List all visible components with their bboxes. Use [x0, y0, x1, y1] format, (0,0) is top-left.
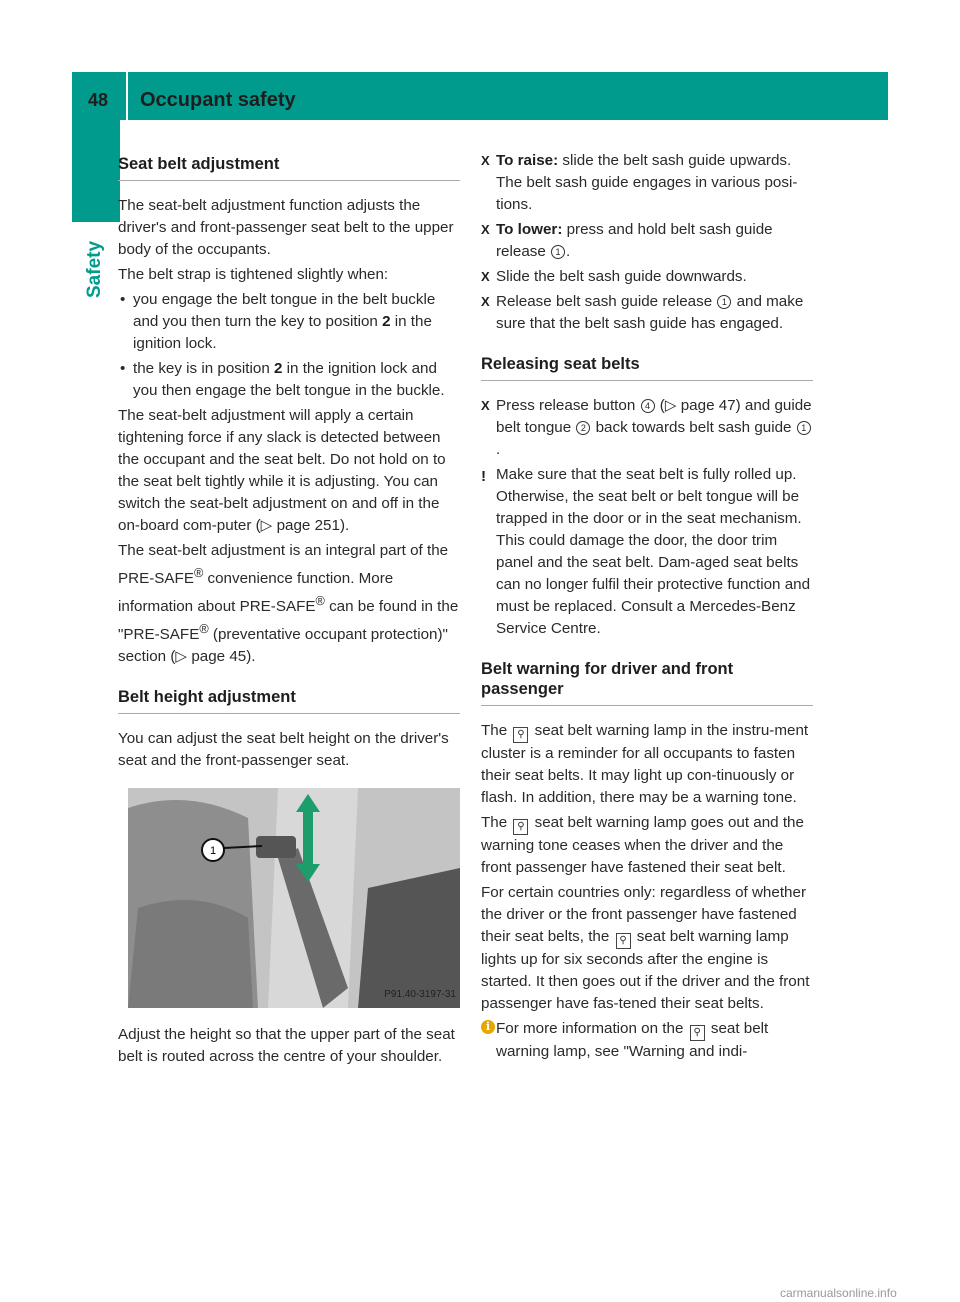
paragraph: The ⚲ seat belt warning lamp in the instru-ment cluster is a reminder for all occupants to fasten their seat belts. It may light up con-tinuously or flash. In addition, there may be a warning tone. [481, 722, 809, 806]
page-number: 48 [88, 90, 109, 110]
paragraph: You can adjust the seat belt height on the driver's seat and the front-passenger seat. [118, 730, 449, 770]
figure-code: P91.40-3197-31 [384, 989, 456, 1001]
paragraph: The belt strap is tightened slightly when: [118, 266, 389, 283]
callout-1-icon: 1 [551, 245, 565, 259]
seatbelt-warning-icon: ⚲ [513, 819, 528, 835]
seatbelt-warning-icon: ⚲ [690, 1025, 705, 1041]
seatbelt-warning-icon: ⚲ [616, 933, 631, 949]
step-icon: X [481, 398, 490, 413]
step-icon: X [481, 294, 490, 309]
callout-2-icon: 2 [576, 421, 590, 435]
step: X Press release button 4 (▷ page 47) and guide belt tongue 2 back towards belt sash guide 1. [481, 397, 812, 458]
paragraph: For certain countries only: regardless of whether the driver or the front passenger have fastened their seat belts, the ⚲ seat belt warning lamp lights up for six seconds after the engine is started. It then goes out if the driver and the front passenger have fas-tened their seat belts. [481, 884, 810, 1012]
info-note: i For more information on the ⚲ seat belt warning lamp, see "Warning and indi- [481, 1018, 813, 1063]
heading-belt-height-adjustment: Belt height adjustment [118, 683, 460, 714]
page-ref-arrow-icon: ▷ [260, 517, 273, 534]
figure-callout: 1 [209, 845, 217, 858]
belt-height-illustration [128, 788, 460, 1008]
bullet-icon: • [120, 360, 126, 377]
side-tab-label: Safety [84, 240, 105, 298]
page-title: Occupant safety [140, 89, 296, 111]
page-ref-arrow-icon: ▷ [664, 397, 677, 414]
seatbelt-warning-icon: ⚲ [513, 727, 528, 743]
step: X To raise: slide the belt sash guide upwards. The belt sash guide engages in various posi-tions. [481, 152, 798, 213]
list-item: • you engage the belt tongue in the belt buckle and you then turn the key to position 2 in the ignition lock. [120, 291, 436, 352]
step-icon: X [481, 269, 490, 284]
right-column [481, 150, 813, 1066]
warning-note: ! Make sure that the seat belt is fully rolled up. Otherwise, the seat belt or belt tongue will be trapped in the door or in the seat mechanism. This could damage the door, the door trim panel and the seat belt. Dam-aged seat belts can no longer fulfil their protective function and must be replaced. Consult a Mercedes-Benz Service Centre. [481, 466, 811, 637]
watermark: carmanualsonline.info [780, 1286, 897, 1300]
side-tab [84, 238, 112, 298]
paragraph: Adjust the height so that the upper part of the seat belt is routed across the centre of your shoulder. [118, 1026, 455, 1066]
warning-icon: ! [481, 468, 487, 485]
callout-1-icon: 1 [717, 295, 731, 309]
step: X Release belt sash guide release 1 and make sure that the belt sash guide has engaged. [481, 293, 804, 332]
paragraph: The seat-belt adjustment is an integral part of the PRE-SAFE® convenience function. More information about PRE-SAFE® can be found in the "PRE-SAFE® (preventative occupant protection)" section (▷ page 45). [118, 542, 459, 666]
page-ref-arrow-icon: ▷ [175, 648, 188, 666]
step: X Slide the belt sash guide downwards. [481, 266, 813, 288]
list-item: • the key is in position 2 in the ignition lock and you then engage the belt tongue in the buckle. [120, 360, 445, 399]
side-tab-block [72, 120, 120, 222]
heading-releasing-seat-belts: Releasing seat belts [481, 350, 813, 381]
paragraph: The seat-belt adjustment function adjusts the driver's and front-passenger seat belt to the upper body of the occupants. [118, 197, 454, 258]
heading-belt-warning: Belt warning for driver and front passenger [481, 655, 813, 706]
step-icon: X [481, 153, 490, 168]
heading-seat-belt-adjustment: Seat belt adjustment [118, 150, 460, 181]
left-column [118, 150, 460, 1071]
info-icon: i [481, 1020, 495, 1034]
step: X To lower: press and hold belt sash guide release 1 . [481, 221, 773, 260]
callout-1-icon: 1 [797, 421, 811, 435]
paragraph: The ⚲ seat belt warning lamp goes out and the warning tone ceases when the driver and the front passenger have fastened their seat belt. [481, 814, 804, 876]
step-icon: X [481, 222, 490, 237]
paragraph: The seat-belt adjustment will apply a certain tightening force if any slack is detected between the occupant and the seat belt. Do not hold on to the seat belt tightly while it is adjusting. You can switch the seat-belt adjustment on and off in the on-board com-puter (▷ page 251). [118, 407, 446, 534]
callout-4-icon: 4 [641, 399, 655, 413]
header-divider [126, 72, 128, 120]
bullet-icon: • [120, 291, 126, 308]
belt-height-figure [128, 788, 460, 1008]
